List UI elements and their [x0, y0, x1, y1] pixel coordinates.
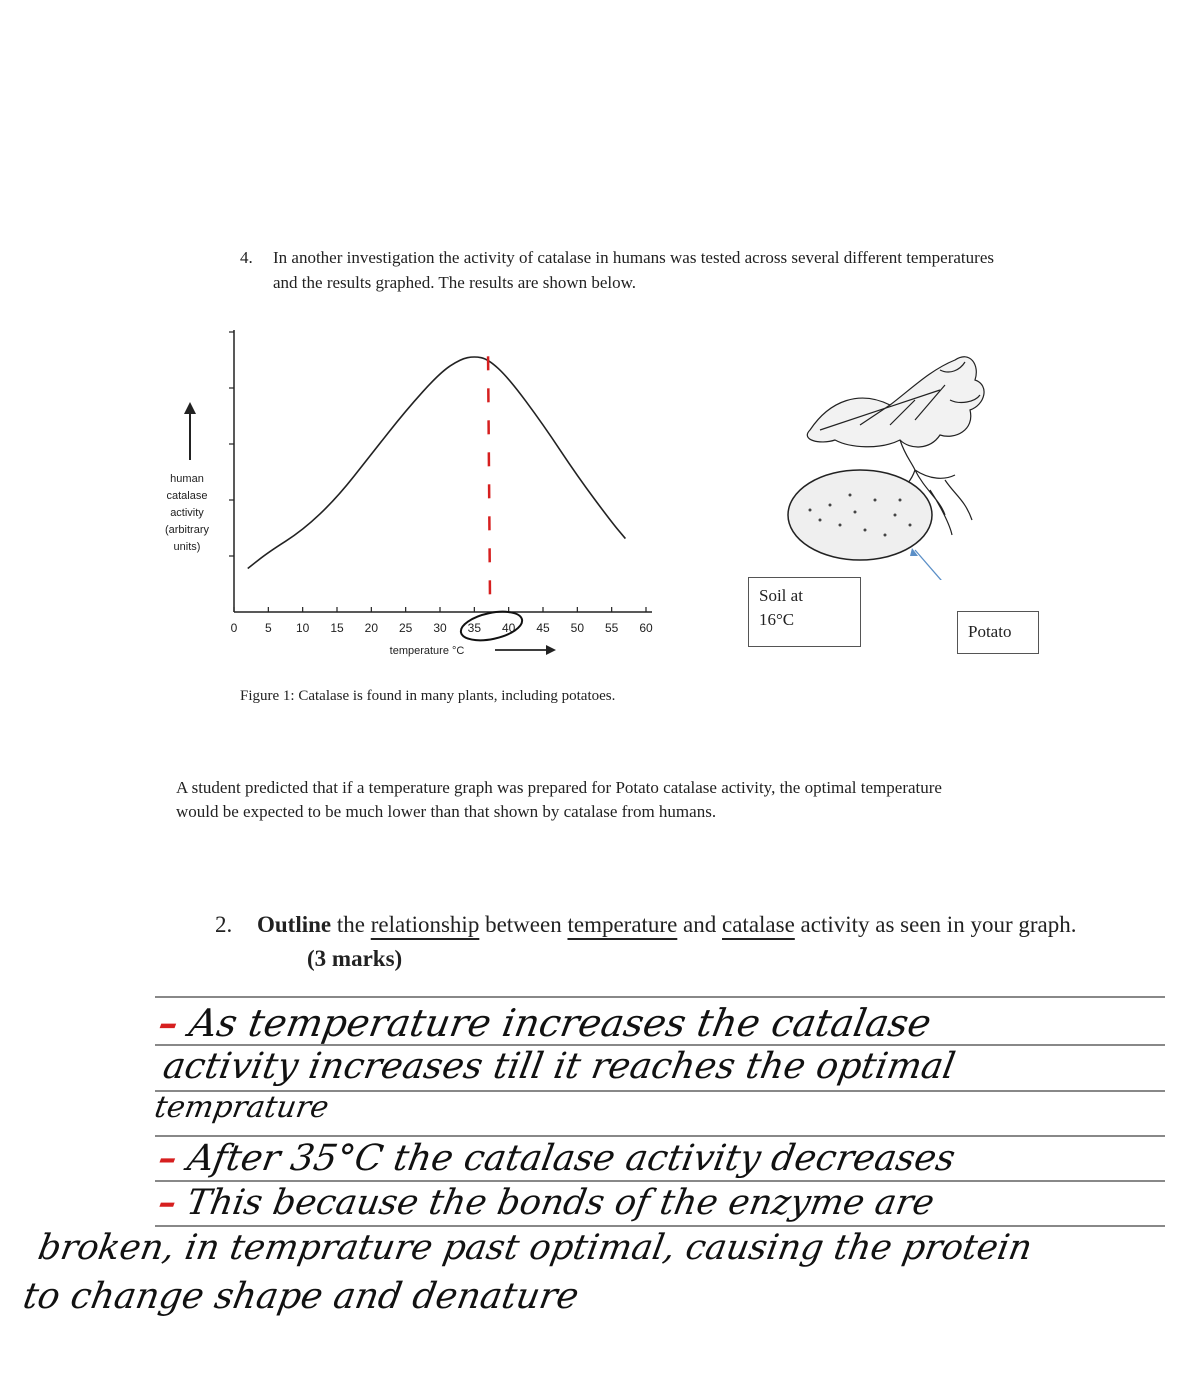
x-axis-arrowhead — [546, 645, 556, 655]
y-axis-label: human — [170, 473, 204, 485]
x-tick-label: 15 — [330, 621, 344, 635]
catalase-activity-chart — [150, 320, 670, 670]
x-tick-label: 45 — [536, 621, 550, 635]
soil-label-text: Soil at — [759, 586, 803, 605]
optimum-dashed-line — [488, 356, 490, 608]
answer-line-3: temprature — [152, 1090, 332, 1125]
marks-label: (3 marks) — [307, 946, 403, 971]
x-tick-label: 50 — [570, 621, 585, 635]
y-axis-label: units) — [173, 541, 201, 553]
answer-line-4: – After 35°C the catalase activity decreases — [155, 1137, 959, 1179]
question-4-number: 4. — [240, 248, 253, 267]
x-tick-label: 0 — [230, 621, 238, 635]
x-tick-label: 60 — [639, 621, 653, 635]
answer-line-2: activity increases till it reaches the optimal — [160, 1046, 959, 1087]
answer-line — [155, 1225, 1165, 1227]
activity-curve — [248, 357, 626, 568]
chart-labels — [165, 402, 556, 657]
answer-line-6: broken, in temprature past optimal, causing the protein — [35, 1228, 1036, 1268]
chart-annotations — [458, 356, 524, 645]
x-tick-label: 10 — [295, 621, 310, 635]
keyword-temperature: temperature — [567, 912, 678, 937]
keyword-catalase: catalase — [722, 912, 795, 937]
figure-caption: Figure 1: Catalase is found in many plants, including potatoes. — [240, 688, 616, 704]
y-axis-label: (arbitrary — [164, 524, 210, 536]
x-tick-label: 40 — [501, 621, 516, 635]
answer-line-5: – This because the bonds of the enzyme are — [155, 1182, 938, 1223]
x-tick-label: 25 — [398, 621, 413, 635]
potato-plant-illustration — [740, 330, 1040, 580]
chart-axes — [229, 330, 652, 612]
question-2-number: 2. — [215, 912, 233, 937]
question-4 — [240, 245, 1000, 295]
student-prediction: A student predicted that if a temperature graph was prepared for Potato catalase activity, the optimal temperature would be expected to be much lower than that shown by catalase from humans. — [176, 778, 942, 821]
answer-line-1: – As temperature increases the catalase — [155, 1000, 935, 1045]
x-tick-label: 35 — [467, 621, 482, 635]
question-2-text: Outline the relationship between temperature and catalase activity as seen in your graph.(3 marks) — [257, 912, 1077, 971]
x-tick-label: 20 — [364, 621, 379, 635]
question-2 — [215, 908, 1145, 976]
x-tick-label: 5 — [264, 621, 272, 635]
answer-line-7: to change shape and denature — [20, 1276, 582, 1317]
chart-x-ticks — [231, 607, 653, 635]
y-axis-arrowhead — [184, 402, 196, 414]
x-axis-label: temperature °C — [389, 645, 465, 657]
soil-temperature-label — [748, 577, 861, 647]
potato-label — [957, 611, 1039, 654]
x-tick-label: 55 — [604, 621, 619, 635]
question-4-text: In another investigation the activity of catalase in humans was tested across several different temperatures and the results graphed. The results are shown below. — [273, 248, 994, 292]
command-verb: Outline — [257, 912, 332, 937]
potato-label-text: Potato — [968, 622, 1012, 641]
keyword-relationship: relationship — [370, 912, 480, 937]
x-tick-label: 30 — [433, 621, 447, 635]
y-axis-label: catalase — [166, 490, 208, 502]
y-axis-label: activity — [170, 507, 204, 519]
soil-temp-value: 16°C — [759, 610, 795, 629]
answer-line — [155, 996, 1165, 998]
chart-series — [248, 357, 626, 568]
